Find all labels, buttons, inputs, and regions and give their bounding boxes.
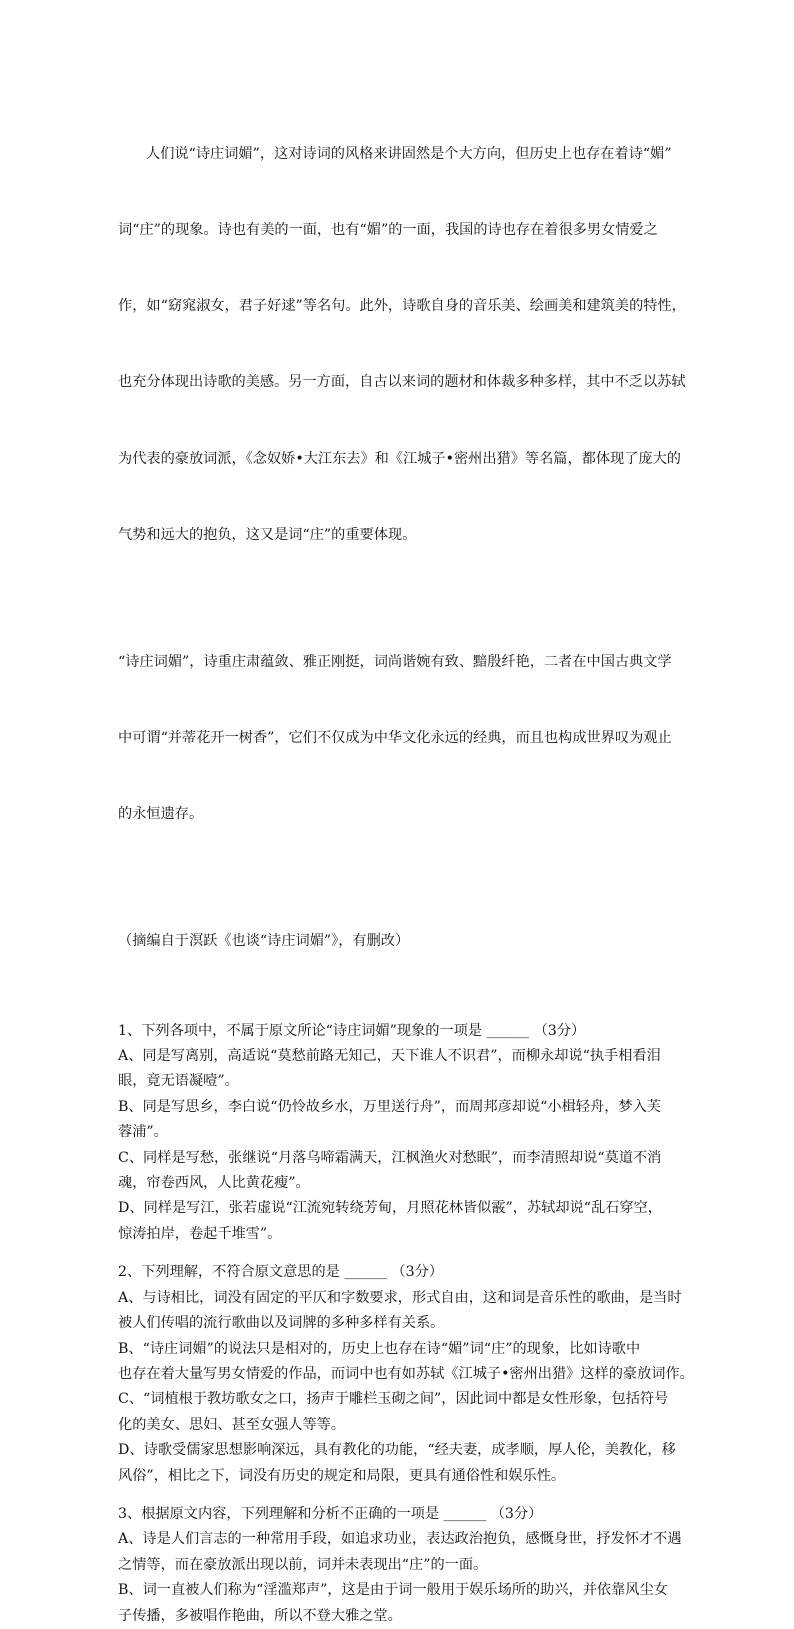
option-line: 眼，竟无语凝噎”。 — [118, 1073, 239, 1090]
option-line: 惊涛拍岸，卷起千堆雪”。 — [118, 1225, 282, 1242]
option-line: D、诗歌受儒家思想影响深远，具有教化的功能，“经夫妻，成孝顺，厚人伦，美教化，移 — [118, 1442, 676, 1459]
document-content — [118, 91, 700, 1629]
option-line: 被人们传唱的流行歌曲以及词牌的多种多样有关系。 — [118, 1315, 445, 1332]
option-line: 魂，帘卷西风，人比黄花瘦”。 — [118, 1175, 310, 1192]
text-line: 气势和远大的抱负，这又是词“庄”的重要体现。 — [118, 526, 417, 543]
option-line: B、“诗庄词媚”的说法只是相对的，历史上也存在诗“媚”词“庄”的现象，比如诗歌中 — [118, 1340, 641, 1357]
question-2 — [118, 1260, 700, 1489]
option-line: 蓉浦”。 — [118, 1124, 168, 1141]
text-line: 为代表的豪放词派，《念奴娇•大江东去》和《江城子•密州出猎》等名篇，都体现了庞大的 — [118, 450, 681, 467]
option-line: 也存在着大量写男女情爱的作品，而词中也有如苏轼《江城子•密州出猎》这样的豪放词作。 — [118, 1365, 694, 1382]
question-stem: 3、根据原文内容，下列理解和分析不正确的一项是 ______ （3分） — [118, 1505, 543, 1522]
spacer — [118, 1247, 700, 1260]
text-line: 中可谓“并蒂花开一树香”，它们不仅成为中华文化永远的经典，而且也构成世界叹为观止 — [118, 730, 672, 747]
passage-paragraph-1 — [118, 91, 700, 599]
option-line: B、词一直被人们称为“淫滥郑声”，这是由于词一般用于娱乐场所的助兴，并依靠风尘女 — [118, 1582, 668, 1599]
text-line: 的永恒遗存。 — [118, 806, 204, 823]
source-line: （摘编自于溟跃《也谈“诗庄词媚”》，有删改） — [118, 933, 410, 950]
passage-paragraph-2 — [118, 599, 700, 878]
question-1 — [118, 1019, 700, 1248]
option-line: 风俗”，相比之下，词没有历史的规定和局限，更具有通俗性和娱乐性。 — [118, 1467, 566, 1484]
option-line: D、同样是写江，张若虚说“江流宛转绕芳甸，月照花林皆似霰”，苏轼却说“乱石穿空， — [118, 1200, 662, 1217]
option-line: 化的美女、思妇、甚至女强人等等。 — [118, 1416, 346, 1433]
option-line: 之情等，而在豪放派出现以前，词并未表现出“庄”的一面。 — [118, 1556, 488, 1573]
text-line: 作，如“窈窕淑女，君子好逑”等名句。此外，诗歌自身的音乐美、绘画美和建筑美的特性， — [118, 298, 686, 315]
option-line: A、与诗相比，词没有固定的平仄和字数要求，形式自由，这和词是音乐性的歌曲，是当时 — [118, 1289, 682, 1306]
option-line: C、“词植根于教坊歌女之口，扬声于雕栏玉砌之间”，因此词中都是女性形象，包括符号 — [118, 1391, 669, 1408]
text-line: 人们说“诗庄词媚”，这对诗词的风格来讲固然是个大方向，但历史上也存在着诗“媚” — [146, 145, 672, 162]
option-line: A、诗是人们言志的一种常用手段，如追求功业，表达政治抱负，感慨身世，抒发怀才不遇 — [118, 1531, 682, 1548]
passage-source — [118, 879, 700, 1006]
question-3 — [118, 1502, 700, 1629]
text-line: “诗庄词媚”，诗重庄肃蕴敛、雅正刚挺，词尚谐婉有致、黯殷纤艳，二者在中国古典文学 — [118, 653, 672, 670]
text-line: 也充分体现出诗歌的美感。另一方面，自古以来词的题材和体裁多种多样，其中不乏以苏轼 — [118, 374, 686, 391]
option-line: B、同是写思乡，李白说“仍怜故乡水，万里送行舟”，而周邦彦却说“小楫轻舟，梦入芙 — [118, 1098, 661, 1115]
question-stem: 2、下列理解，不符合原文意思的是 ______ （3分） — [118, 1264, 444, 1281]
question-stem: 1、下列各项中，不属于原文所论“诗庄词媚”现象的一项是 ______ （3分） — [118, 1022, 586, 1039]
spacer — [118, 1489, 700, 1502]
option-line: 子传播，多被唱作艳曲，所以不登大雅之堂。 — [118, 1607, 402, 1624]
spacer — [118, 1006, 700, 1019]
option-line: A、同是写离别，高适说“莫愁前路无知己，天下谁人不识君”，而柳永却说“执手相看泪 — [118, 1048, 661, 1065]
option-line: C、同样是写愁，张继说“月落乌啼霜满天，江枫渔火对愁眠”，而李清照却说“莫道不消 — [118, 1149, 662, 1166]
text-line: 词“庄”的现象。诗也有美的一面，也有“媚”的一面，我国的诗也存在着很多男女情爱之 — [118, 222, 658, 239]
